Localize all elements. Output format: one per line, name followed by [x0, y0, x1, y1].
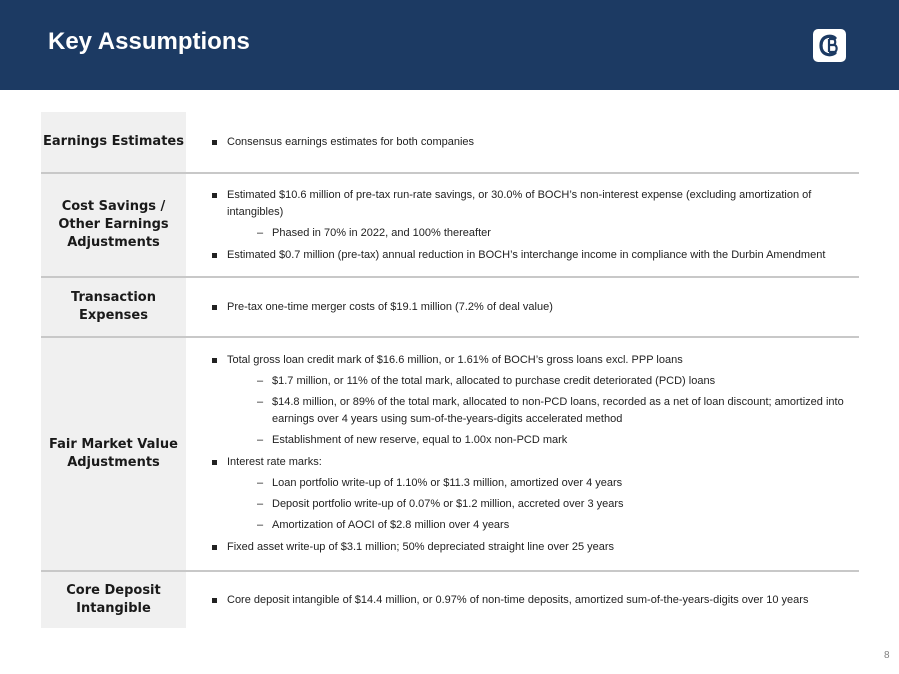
sub-bullet-item: – $14.8 million, or 89% of the total mark, allocated to non-PCD loans, recorded as a net of loan discount; amortized into earnings over 4 years using sum-of-the-years-digits accelerated method [212, 394, 847, 428]
bullet-item: Fixed asset write-up of $3.1 million; 50% depreciated straight line over 25 years [212, 539, 847, 556]
sub-bullet-item: – Phased in 70% in 2022, and 100% thereafter [212, 225, 847, 242]
table-row [41, 338, 859, 572]
row-label [41, 112, 186, 172]
row-label [41, 174, 186, 276]
row-label-text: Fair Market Value Adjustments [49, 437, 178, 470]
bullet-item: Consensus earnings estimates for both companies [212, 134, 847, 151]
sub-bullet-item: – $1.7 million, or 11% of the total mark, allocated to purchase credit deteriorated (PCD) loans [212, 373, 847, 390]
bullet-item: Interest rate marks: [212, 454, 847, 471]
row-content [186, 338, 859, 570]
page-number: 8 [884, 650, 890, 661]
table-row [41, 174, 859, 278]
table-row [41, 572, 859, 628]
row-content [186, 572, 859, 628]
bullet-item: Estimated $10.6 million of pre-tax run-rate savings, or 30.0% of BOCH’s non-interest expense (excluding amortization of intangibles) [212, 187, 847, 221]
row-content [186, 112, 859, 172]
row-label-text: Earnings Estimates [43, 134, 184, 149]
bullet-item: Core deposit intangible of $14.4 million, or 0.97% of non-time deposits, amortized sum-of-the-years-digits over 10 years [212, 592, 847, 609]
company-logo-icon [813, 29, 846, 62]
table-row [41, 278, 859, 338]
row-label-text: Cost Savings / Other Earnings Adjustments [58, 199, 169, 250]
bullet-item: Estimated $0.7 million (pre-tax) annual reduction in BOCH’s interchange income in compliance with the Durbin Amendment [212, 247, 847, 264]
bullet-item: Total gross loan credit mark of $16.6 million, or 1.61% of BOCH’s gross loans excl. PPP loans [212, 352, 847, 369]
assumptions-table [41, 112, 859, 628]
row-content [186, 278, 859, 336]
sub-bullet-item: – Deposit portfolio write-up of 0.07% or $1.2 million, accreted over 3 years [212, 496, 847, 513]
row-label-text: Transaction Expenses [71, 290, 156, 323]
table-row [41, 112, 859, 174]
sub-bullet-item: – Establishment of new reserve, equal to 1.00x non-PCD mark [212, 432, 847, 449]
row-label [41, 572, 186, 628]
bullet-item: Pre-tax one-time merger costs of $19.1 million (7.2% of deal value) [212, 299, 847, 316]
sub-bullet-item: – Loan portfolio write-up of 1.10% or $11.3 million, amortized over 4 years [212, 475, 847, 492]
row-content [186, 174, 859, 276]
header-bar [0, 0, 899, 90]
page-title: Key Assumptions [48, 28, 250, 55]
sub-bullet-item: – Amortization of AOCI of $2.8 million over 4 years [212, 517, 847, 534]
row-label [41, 338, 186, 570]
row-label-text: Core Deposit Intangible [66, 583, 161, 616]
row-label [41, 278, 186, 336]
